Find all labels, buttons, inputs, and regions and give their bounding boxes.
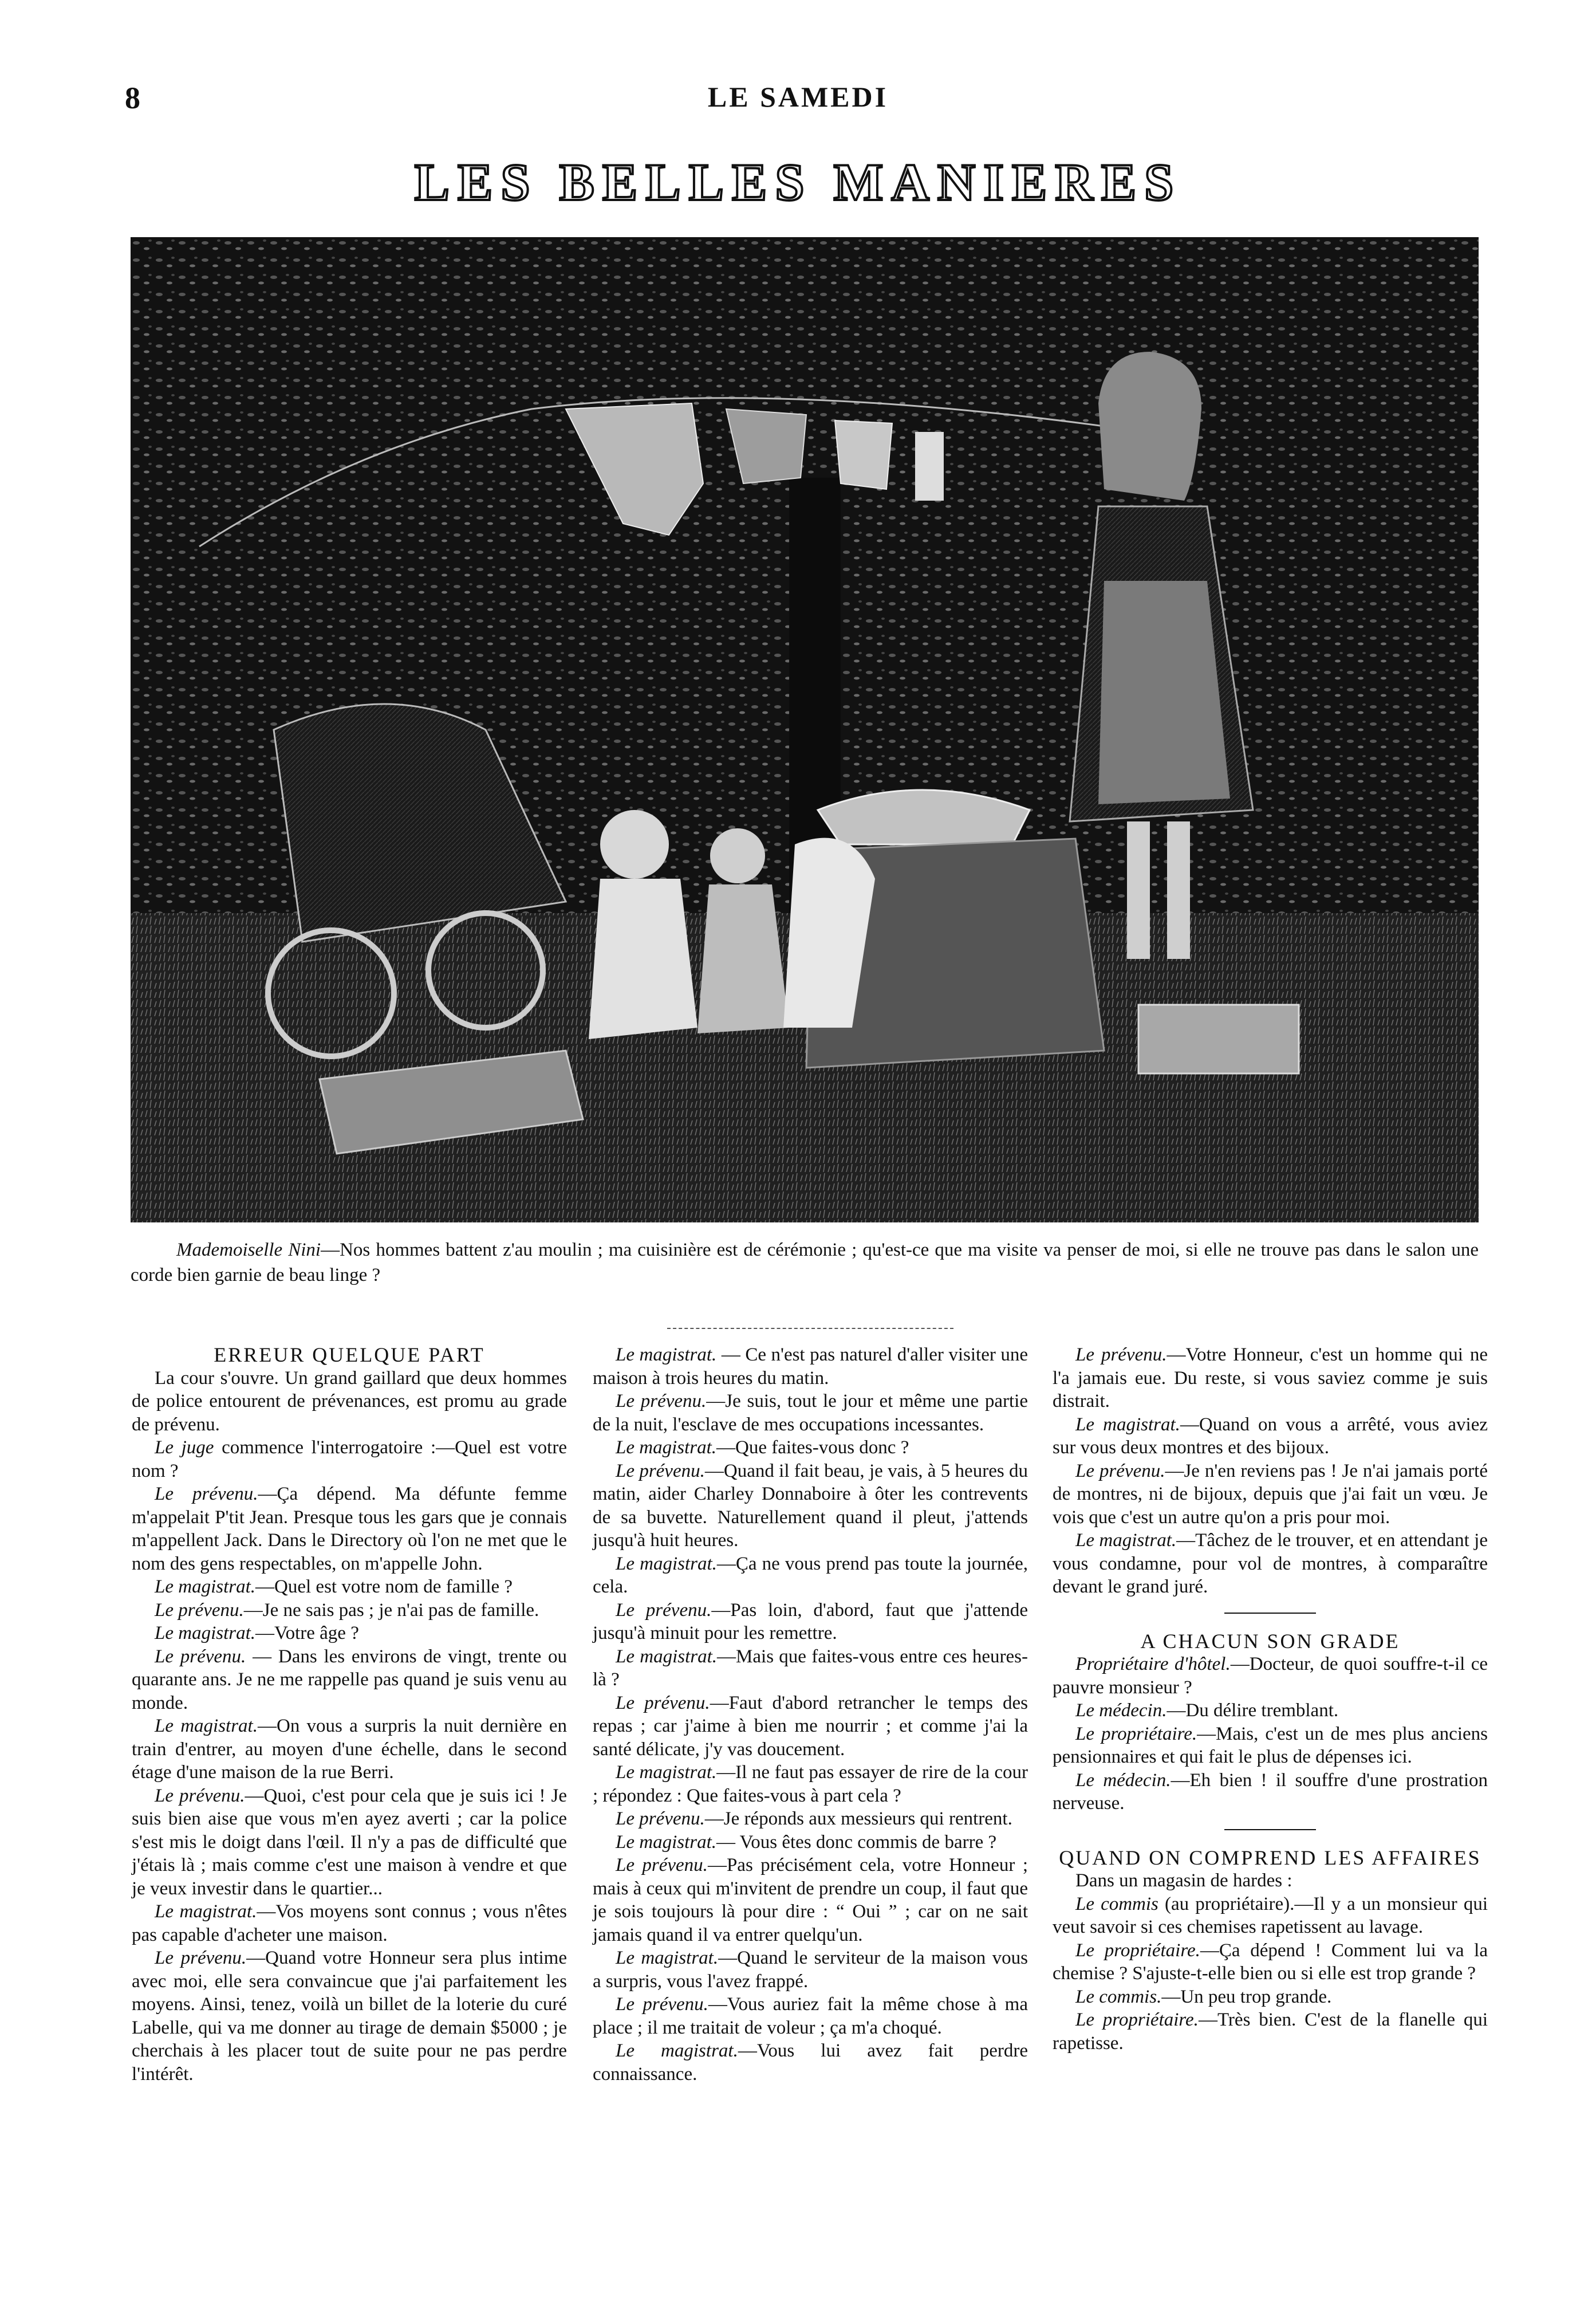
speaker: Le prévenu.	[616, 1692, 710, 1713]
dialogue-text: — Vous êtes donc commis de barre ?	[716, 1831, 997, 1853]
dialogue-text: —Quand votre Honneur sera plus intime avec moi, elle sera convaincue que j'ai parfaitement les moyens. Ainsi, tenez, voilà un billet de la loterie du curé Labelle, qui va me donner au tirage de demain $5000 ; je cherchais à les placer tout de suite pour ne pas perdre l'intérêt.	[132, 1948, 567, 2085]
speaker: Le magistrat.	[616, 1831, 717, 1853]
dialogue-text: —Je réponds aux messieurs qui rentrent.	[704, 1808, 1012, 1829]
dialogue-text: —Ça dépend ! Comment lui va la chemise ? S'ajuste-t-elle bien ou si elle est trop grande ?	[1053, 1940, 1488, 1984]
paragraph	[593, 1552, 1028, 1599]
dialogue-text: —Quand on vous a arrêté, vous aviez sur vous deux montres et des bijoux.	[1053, 1414, 1488, 1458]
speaker: Le magistrat.	[155, 1623, 256, 1643]
speaker: Le commis.	[1075, 1986, 1162, 2007]
dialogue-text: commence l'interrogatoire :—Quel est votre nom ?	[132, 1437, 567, 1481]
paragraph	[1053, 1985, 1488, 2009]
page-number: 8	[125, 81, 140, 115]
dialogue-text: —Très bien. C'est de la flanelle qui rapetisse.	[1053, 2010, 1488, 2054]
section-title-affaires: QUAND ON COMPREND LES AFFAIRES	[1059, 1846, 1481, 1869]
speaker: Le médecin.	[1075, 1700, 1167, 1721]
speaker: Le propriétaire.	[1075, 2010, 1199, 2030]
caption-speaker: Mademoiselle Nini	[176, 1240, 321, 1260]
paragraph	[132, 1483, 567, 1575]
speaker: Le prévenu.	[155, 1948, 247, 1968]
girl-leg-left	[1127, 821, 1150, 959]
section-title-grade: A CHACUN SON GRADE	[1140, 1629, 1400, 1653]
speaker: Le prévenu.	[616, 1855, 708, 1875]
paragraph	[593, 1761, 1028, 1807]
speaker: Le magistrat.	[616, 1553, 717, 1574]
dialogue-text: —Je ne sais pas ; je n'ai pas de famille.	[243, 1599, 539, 1621]
speaker: Le commis	[1075, 1893, 1158, 1914]
hanging-sock	[915, 432, 944, 501]
dialogue-text: —Je n'en reviens pas ! Je n'ai jamais porté de montres, ni de bijoux, depuis que j'ai fait un vœu. Je vois que c'est un autre qu'on a pris pour moi.	[1053, 1460, 1488, 1528]
speaker: Propriétaire d'hôtel.	[1075, 1654, 1231, 1674]
speaker: Le prévenu.	[155, 1599, 244, 1621]
paragraph	[132, 1900, 567, 1947]
paragraph	[1053, 1653, 1488, 1699]
paragraph	[132, 1599, 567, 1622]
caption-text: —Nos hommes battent z'au moulin ; ma cuisinière est de cérémonie ; qu'est-ce que ma visite va penser de moi, si elle ne trouve pas dans le salon une corde bien garnie de beau linge ?	[131, 1240, 1479, 1285]
dialogue-text: —Un peu trop grande.	[1161, 1986, 1332, 2007]
section-title-erreur: ERREUR QUELQUE PART	[214, 1343, 485, 1366]
paragraph	[593, 1854, 1028, 1947]
dialogue-text: —Mais, c'est un de mes plus anciens pensionnaires et qui fait le plus de dépenses ici.	[1053, 1723, 1488, 1767]
dialogue-text: —Quel est votre nom de famille ?	[255, 1576, 513, 1597]
speaker: Le magistrat.	[155, 1716, 258, 1736]
running-head: LE SAMEDI	[707, 81, 889, 113]
speaker: Le magistrat.	[1075, 1530, 1177, 1551]
speaker: Le propriétaire.	[1075, 1723, 1197, 1744]
paragraph	[1053, 1723, 1488, 1769]
column-3	[1053, 1343, 1488, 2055]
dialogue-text: — Dans les environs de vingt, trente ou quarante ans. Je ne me rappelle pas quand je suis venu au monde.	[132, 1646, 567, 1713]
speaker: Le magistrat.	[155, 1576, 256, 1597]
paragraph	[1053, 1769, 1488, 1815]
paragraph	[593, 2039, 1028, 2086]
speaker: Le prévenu.	[1075, 1460, 1165, 1481]
dialogue-text: —Ça ne vous prend pas toute la journée, cela.	[593, 1553, 1028, 1597]
speaker: Le prévenu.	[616, 1391, 707, 1411]
speaker: Le magistrat.	[616, 2040, 738, 2061]
speaker: Le magistrat.	[616, 1762, 717, 1783]
dialogue-text: —Quand il fait beau, je vais, à 5 heures du matin, aider Charley Donnaboire à ôter les contrevents de sa buvette. Naturellement quand il pleut, j'attends jusqu'à huit heures.	[593, 1460, 1028, 1551]
speaker: Le propriétaire.	[1075, 1940, 1200, 1961]
paragraph	[593, 1692, 1028, 1761]
paragraph	[593, 1343, 1028, 1390]
paragraph	[593, 1947, 1028, 1993]
column-2	[593, 1343, 1028, 2086]
paragraph	[1053, 2008, 1488, 2055]
speaker: Le prévenu.	[1075, 1344, 1167, 1365]
dialogue-text: —Que faites-vous donc ?	[716, 1437, 909, 1458]
girl-apron	[1098, 581, 1230, 804]
paragraph	[593, 1460, 1028, 1552]
speaker: Le magistrat.	[616, 1646, 718, 1667]
speaker: Le magistrat.	[1075, 1414, 1180, 1435]
paragraph	[132, 1645, 567, 1715]
speaker: Le prévenu.	[616, 1994, 708, 2015]
speaker: Le magistrat.	[155, 1901, 257, 1922]
paragraph	[593, 1807, 1028, 1831]
doll-body-one	[589, 879, 697, 1039]
dialogue-text: —Pas loin, d'abord, faut que j'attende jusqu'à minuit pour les remettre.	[593, 1599, 1028, 1643]
paragraph	[1053, 1893, 1488, 1939]
dialogue-text: —Je suis, tout le jour et même une partie de la nuit, l'esclave de mes occupations incessantes.	[593, 1391, 1028, 1435]
paragraph	[593, 1436, 1028, 1460]
dialogue-text: —Mais que faites-vous entre ces heures-là ?	[593, 1646, 1028, 1690]
doll-head-two	[710, 828, 765, 883]
speaker: Le prévenu.	[155, 1785, 245, 1806]
paragraph	[132, 1575, 567, 1599]
section-divider	[1224, 1829, 1316, 1830]
dialogue-text: —Vous lui avez fait perdre connaissance.	[593, 2040, 1028, 2085]
engraving-scene	[131, 237, 1479, 1222]
column-1	[132, 1343, 567, 2086]
dialogue-text: (au propriétaire).—Il y a un monsieur qui veut savoir si ces chemises rapetissent au lavage.	[1053, 1893, 1488, 1937]
paragraph: Dans un magasin de hardes :	[1075, 1870, 1292, 1891]
paragraph	[132, 1715, 567, 1784]
paragraph	[593, 1599, 1028, 1645]
dialogue-text: —Quand le serviteur de la maison vous a surpris, vous l'avez frappé.	[593, 1948, 1028, 1992]
girl-leg-right	[1167, 821, 1190, 959]
paragraph	[1053, 1939, 1488, 1985]
dialogue-text: —Il ne faut pas essayer de rire de la cour ; répondez : Que faites-vous à part cela ?	[593, 1762, 1028, 1806]
dialogue-text: —Votre Honneur, c'est un homme qui ne l'a jamais eue. Du reste, si vous saviez comme je suis distrait.	[1053, 1344, 1488, 1411]
speaker: Le prévenu.	[616, 1460, 705, 1481]
page-title: LES BELLES MANIERES	[414, 153, 1182, 211]
paragraph: La cour s'ouvre. Un grand gaillard que deux hommes de police entourent de prévenances, est promu au grade de prévenu.	[132, 1367, 567, 1435]
speaker: Le magistrat.	[616, 1948, 719, 1968]
section-divider	[1224, 1613, 1316, 1614]
column-top-rule	[667, 1328, 953, 1329]
dialogue-text: —Quoi, c'est pour cela que je suis ici ! Je suis bien aise que vous m'en ayez averti ; car la police s'est mis le doigt dans l'œil. Il n'y a pas de difficulté que j'étais là ; mais comme c'est une maison à vendre et que je veux investir dans le quartier...	[132, 1785, 567, 1899]
girl-hair	[1098, 352, 1201, 501]
dialogue-text: —Pas précisément cela, votre Honneur ; mais à ceux qui m'invitent de prendre un coup, il faut que je sois toujours là pour dire : “ Oui ” ; car on ne sait jamais quand il va entrer quelqu'un.	[593, 1855, 1028, 1945]
paragraph	[132, 1436, 567, 1483]
dialogue-text: — Ce n'est pas naturel d'aller visiter une maison à trois heures du matin.	[593, 1344, 1028, 1389]
dialogue-text: —Eh bien ! il souffre d'une prostration nerveuse.	[1053, 1769, 1488, 1814]
paragraph	[593, 1831, 1028, 1854]
paragraph	[1053, 1460, 1488, 1529]
dialogue-text: —Tâchez de le trouver, et en attendant je vous condamne, pour vol de montres, à comparaître devant le grand juré.	[1053, 1530, 1488, 1597]
paragraph	[132, 1947, 567, 2086]
dialogue-text: —Faut d'abord retrancher le temps des repas ; car j'aime à bien me nourrir ; et comme j'ai la santé délicate, j'y vas doucement.	[593, 1692, 1028, 1760]
paragraph	[132, 1784, 567, 1901]
speaker: Le prévenu.	[616, 1599, 712, 1621]
dialogue-text: —Du délire tremblant.	[1167, 1700, 1339, 1721]
speaker: Le prévenu.	[616, 1808, 705, 1829]
washboard	[1138, 1005, 1299, 1073]
dialogue-text: —On vous a surpris la nuit dernière en train d'entrer, au moyen d'une échelle, dans le second étage d'une maison de la rue Berri.	[132, 1716, 567, 1783]
dialogue-text: —Ça dépend. Ma défunte femme m'appelait P'tit Jean. Presque tous les gars que je connais m'appellent Jack. Dans le Directory où l'on ne met que le nom des gens respectables, on m'appelle John.	[132, 1484, 567, 1574]
paragraph	[1053, 1529, 1488, 1599]
dialogue-text: —Docteur, de quoi souffre-t-il ce pauvre monsieur ?	[1053, 1654, 1488, 1698]
paragraph	[1053, 1413, 1488, 1460]
hanging-linen	[835, 420, 892, 489]
paragraph	[593, 1993, 1028, 2039]
dialogue-text: —Vous auriez fait la même chose à ma place ; il me traitait de voleur ; ça m'a choqué.	[593, 1994, 1028, 2038]
paragraph	[1053, 1699, 1488, 1723]
paragraph	[593, 1390, 1028, 1436]
dialogue-text: —Votre âge ?	[255, 1623, 359, 1643]
speaker: Le magistrat.	[616, 1344, 717, 1365]
dialogue-text: —Vos moyens sont connus ; vous n'êtes pas capable d'acheter une maison.	[132, 1901, 567, 1945]
paragraph	[593, 1645, 1028, 1692]
speaker: Le prévenu.	[155, 1646, 246, 1667]
speaker: Le juge	[155, 1437, 214, 1458]
paragraph	[132, 1622, 567, 1645]
doll-head-one	[600, 810, 669, 879]
speaker: Le médecin.	[1075, 1769, 1171, 1791]
engraving-illustration	[131, 237, 1479, 1222]
illustration-caption	[131, 1237, 1479, 1288]
paragraph	[1053, 1343, 1488, 1413]
speaker: Le magistrat.	[616, 1437, 717, 1458]
speaker: Le prévenu.	[155, 1484, 258, 1504]
